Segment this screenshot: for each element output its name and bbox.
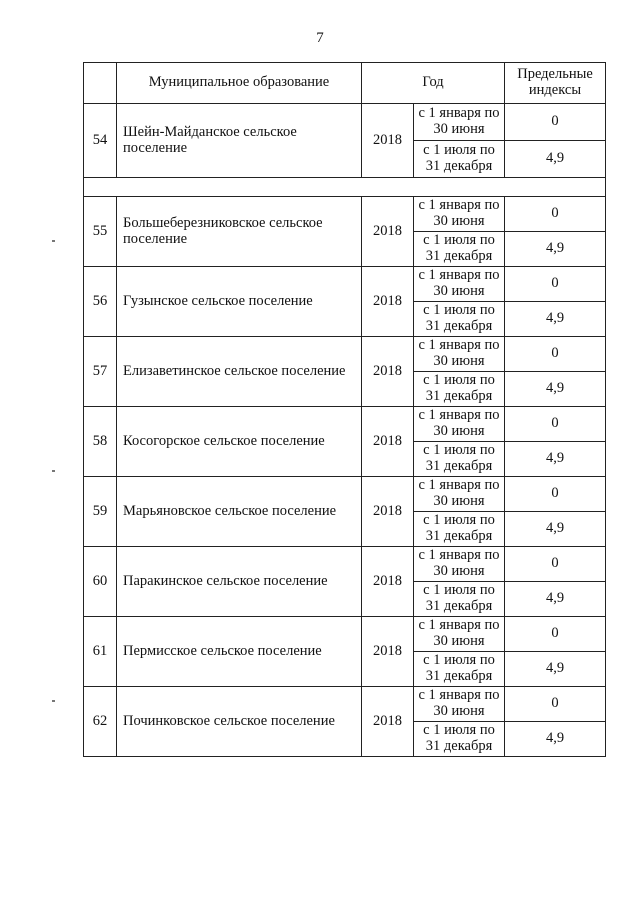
- table-row: [84, 477, 606, 512]
- municipality-name-cell: Марьяновское сельское поселение: [117, 477, 362, 547]
- margin-mark: [52, 240, 55, 242]
- row-number-cell: 61: [84, 617, 117, 687]
- period-cell: с 1 января по 30 июня: [414, 477, 505, 512]
- period-cell: с 1 января по 30 июня: [414, 407, 505, 442]
- period-cell: с 1 июля по 31 декабря: [414, 372, 505, 407]
- municipality-name-cell: Починковское сельское поселение: [117, 687, 362, 757]
- row-number-cell: 62: [84, 687, 117, 757]
- margin-mark: [52, 700, 55, 702]
- period-cell: с 1 июля по 31 декабря: [414, 302, 505, 337]
- municipality-name-cell: Елизаветинское сельское поселение: [117, 337, 362, 407]
- page-number: 7: [316, 30, 324, 46]
- year-cell: 2018: [362, 267, 414, 337]
- table-row: [84, 337, 606, 372]
- index-value-cell: 0: [505, 617, 606, 652]
- index-value-cell: 0: [505, 687, 606, 722]
- period-cell: с 1 июля по 31 декабря: [414, 582, 505, 617]
- period-cell: с 1 января по 30 июня: [414, 687, 505, 722]
- period-cell: с 1 июля по 31 декабря: [414, 722, 505, 757]
- period-cell: с 1 января по 30 июня: [414, 104, 505, 141]
- index-value-cell: 0: [505, 547, 606, 582]
- margin-mark: [52, 470, 55, 472]
- index-value-cell: 4,9: [505, 232, 606, 267]
- header-index-cell: Предельные индексы: [505, 63, 606, 104]
- period-cell: с 1 июля по 31 декабря: [414, 232, 505, 267]
- row-number-cell: 55: [84, 197, 117, 267]
- year-cell: 2018: [362, 617, 414, 687]
- index-value-cell: 4,9: [505, 582, 606, 617]
- period-cell: с 1 января по 30 июня: [414, 337, 505, 372]
- row-number-cell: 58: [84, 407, 117, 477]
- year-cell: 2018: [362, 687, 414, 757]
- limit-indexes-table: [83, 62, 606, 757]
- header-municipality-cell: Муниципальное образование: [117, 63, 362, 104]
- municipality-name-cell: Шейн-Майданское сельское поселение: [117, 104, 362, 178]
- table-row: [84, 407, 606, 442]
- index-value-cell: 0: [505, 477, 606, 512]
- municipality-name-cell: Пермисское сельское поселение: [117, 617, 362, 687]
- district-row: [84, 178, 606, 197]
- district-name-cell: [84, 178, 606, 197]
- table-header-row: [84, 63, 606, 104]
- year-cell: 2018: [362, 547, 414, 617]
- municipality-name-cell: Гузынское сельское поселение: [117, 267, 362, 337]
- index-value-cell: 0: [505, 267, 606, 302]
- index-value-cell: 4,9: [505, 372, 606, 407]
- table-row: [84, 617, 606, 652]
- period-cell: с 1 июля по 31 декабря: [414, 652, 505, 687]
- index-value-cell: 4,9: [505, 512, 606, 547]
- municipality-name-cell: Паракинское сельское поселение: [117, 547, 362, 617]
- table-row: [84, 687, 606, 722]
- index-value-cell: 0: [505, 197, 606, 232]
- index-value-cell: 4,9: [505, 652, 606, 687]
- header-num-cell: [84, 63, 117, 104]
- row-number-cell: 54: [84, 104, 117, 178]
- table-row: [84, 197, 606, 232]
- year-cell: 2018: [362, 407, 414, 477]
- row-number-cell: 56: [84, 267, 117, 337]
- period-cell: с 1 июля по 31 декабря: [414, 442, 505, 477]
- table-body: [84, 63, 606, 757]
- period-cell: с 1 января по 30 июня: [414, 267, 505, 302]
- index-value-cell: 0: [505, 407, 606, 442]
- index-value-cell: 4,9: [505, 302, 606, 337]
- index-value-cell: 4,9: [505, 722, 606, 757]
- period-cell: с 1 января по 30 июня: [414, 617, 505, 652]
- row-number-cell: 57: [84, 337, 117, 407]
- municipality-name-cell: Косогорское сельское поселение: [117, 407, 362, 477]
- header-year-cell: Год: [362, 63, 505, 104]
- table-row: [84, 547, 606, 582]
- index-value-cell: 4,9: [505, 141, 606, 178]
- index-value-cell: 4,9: [505, 442, 606, 477]
- table-row: [84, 267, 606, 302]
- period-cell: с 1 января по 30 июня: [414, 547, 505, 582]
- period-cell: с 1 июля по 31 декабря: [414, 141, 505, 178]
- index-value-cell: 0: [505, 104, 606, 141]
- year-cell: 2018: [362, 477, 414, 547]
- row-number-cell: 59: [84, 477, 117, 547]
- year-cell: 2018: [362, 104, 414, 178]
- period-cell: с 1 июля по 31 декабря: [414, 512, 505, 547]
- index-value-cell: 0: [505, 337, 606, 372]
- year-cell: 2018: [362, 197, 414, 267]
- table-row: [84, 104, 606, 141]
- year-cell: 2018: [362, 337, 414, 407]
- row-number-cell: 60: [84, 547, 117, 617]
- municipality-name-cell: Большеберезниковское сельское поселение: [117, 197, 362, 267]
- period-cell: с 1 января по 30 июня: [414, 197, 505, 232]
